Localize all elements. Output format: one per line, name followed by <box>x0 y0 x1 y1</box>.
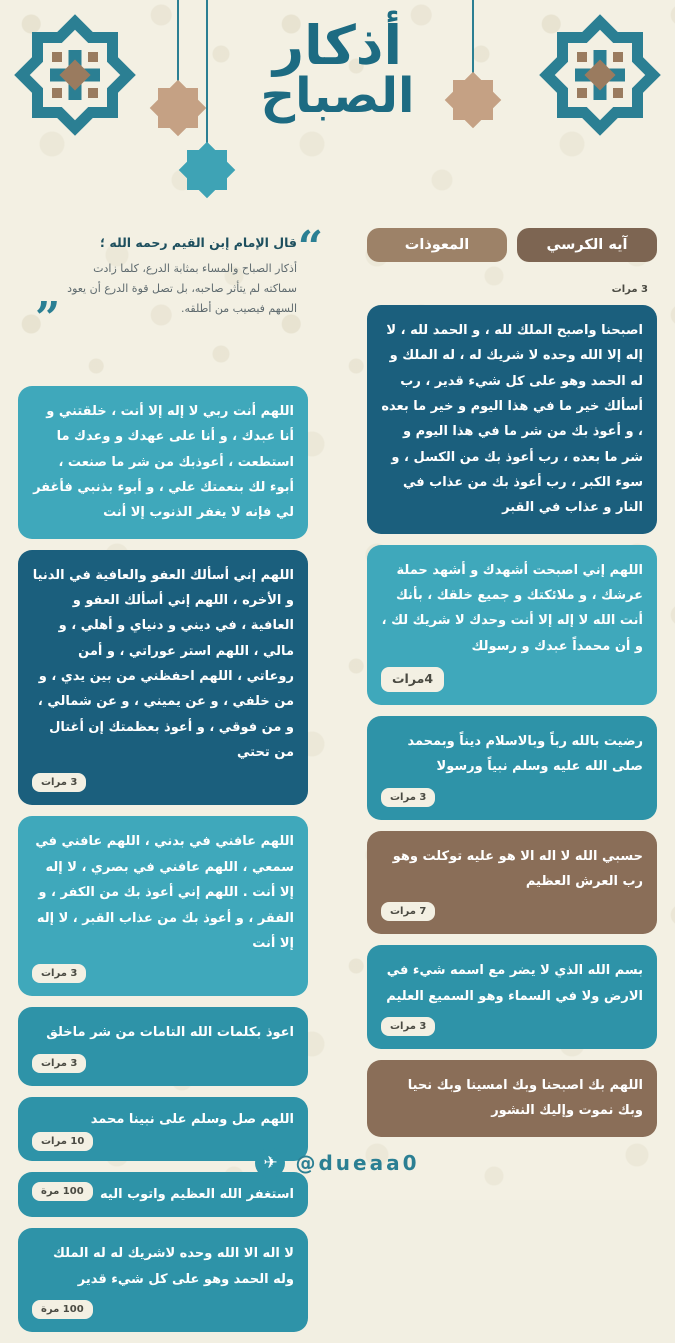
ornament-right <box>557 32 643 118</box>
muawwidhat-count-row <box>367 272 657 299</box>
ornament-left <box>32 32 118 118</box>
hanging-star-3 <box>453 0 493 120</box>
dhikr-card-hasbiyallah <box>367 831 657 935</box>
title-line-2: الصباح <box>260 67 415 124</box>
dhikr-text: اللهم إني أسألك العفو والعافية في الدنيا و الأخره ، اللهم إني أسألك العفو و العافية ، في ديني و دنياي و أهلي ، و مالي ، اللهم استر عوراتي ، و أمن روعاتي ، اللهم احفظني من بين يدي ، و من خلفي ، و عن يميني ، و عن شمالي ، و من فوقي ، و أعوذ بعظمتك إن أغتال من تحتي <box>32 567 294 761</box>
quote-close-icon: ” <box>35 292 61 344</box>
repeat-badge: 3 مرات <box>381 788 435 807</box>
quote-block <box>33 222 323 344</box>
repeat-badge: 3 مرات <box>32 964 86 983</box>
small-star-icon <box>187 150 227 190</box>
dhikr-card-ushhiduk <box>367 545 657 705</box>
dhikr-text: رضيت بالله رباً وبالاسلام ديناً وبمحمد صلى الله عليه وسلم نبياً ورسولا <box>407 733 643 775</box>
hanging-star-2 <box>187 0 227 190</box>
right-column <box>367 272 657 1148</box>
repeat-badge: 3 مرات <box>603 280 657 299</box>
dhikr-card-afini-fi-badani <box>18 816 308 996</box>
dhikr-text: استغفر الله العظيم واتوب اليه <box>100 1186 294 1202</box>
dhikr-text: اللهم إني اصبحت أشهدك و أشهد حملة عرشك ، و ملائكتك و جميع خلقك ، بأنك أنت الله لا إله إلا أنت وحدك لا شريك لك ، و أن محمداً عبدك و رسولك <box>381 562 643 654</box>
pill-ayat-al-kursi[interactable]: آيه الكرسي <box>517 228 657 262</box>
repeat-badge: 10 مرات <box>32 1132 93 1151</box>
dhikr-text: حسبي الله لا اله الا هو عليه توكلت وهو رب العرش العظيم <box>392 848 643 889</box>
repeat-badge: 3 مرات <box>32 773 86 792</box>
dhikr-text: اللهم صل وسلم على نبينا محمد <box>90 1111 294 1127</box>
telegram-handle[interactable]: @dueaa0 <box>295 1151 420 1175</box>
dhikr-card-afw-wal-afiyah <box>18 550 308 806</box>
quote-body: أذكار الصباح والمساء بمثابة الدرع، كلما زادت سماكته لم يتأثر صاحبه، بل تصل قوة الدرع أن يعود السهم فيصيب من أطلقه. <box>67 261 297 316</box>
repeat-badge: 3 مرات <box>32 1054 86 1073</box>
dhikr-card-bismillah <box>367 945 657 1049</box>
repeat-badge: 7 مرات <box>381 902 435 921</box>
category-pills <box>367 228 657 262</box>
dhikr-card-kalimatillah <box>18 1007 308 1085</box>
repeat-badge: 100 مرة <box>32 1300 93 1319</box>
dhikr-text: بسم الله الذي لا يضر مع اسمه شيء في الارض ولا في السماء وهو السميع العليم <box>386 963 643 1004</box>
title-line-1: أذكار <box>273 14 402 77</box>
geometric-star-icon <box>32 32 118 118</box>
dhikr-card-sayyid-al-istighfar <box>18 386 308 539</box>
dhikr-text: اللهم بك اصبحنا وبك امسينا وبك نحيا وبك نموت وإليك النشور <box>407 1077 643 1119</box>
small-star-icon <box>453 80 493 120</box>
left-column <box>18 386 308 1343</box>
dhikr-text: لا اله الا الله وحده لاشريك له له الملك وله الحمد وهو على كل شيء قدير <box>53 1246 294 1287</box>
quote-heading: قال الإمام إبن القيم رحمه الله ؛ <box>100 235 297 250</box>
repeat-badge: 3 مرات <box>381 1017 435 1036</box>
header <box>0 0 675 215</box>
dhikr-text: اللهم عافني في بدني ، اللهم عافني في سمعي ، اللهم عافني في بصري ، لا إله إلا أنت . اللهم إني أعوذ بك من الكفر ، و الفقر ، و أعوذ بك من عذاب القبر ، لا إله إلا أنت <box>35 834 294 951</box>
telegram-icon[interactable]: ✈ <box>255 1148 285 1178</box>
dhikr-card-la-ilaha-illallah-wahdahu <box>18 1228 308 1332</box>
repeat-badge: 4مرات <box>381 667 444 692</box>
quote-open-icon: “ <box>297 222 323 273</box>
pill-muawwidhat[interactable]: المعوذات <box>367 228 507 262</box>
footer <box>0 1148 675 1178</box>
dhikr-card-asbahna <box>367 305 657 534</box>
dhikr-card-astaghfirullah <box>18 1172 308 1217</box>
repeat-badge: 100 مرة <box>32 1182 93 1201</box>
dhikr-card-raditu <box>367 716 657 820</box>
dhikr-card-bika-asbahna <box>367 1060 657 1137</box>
dhikr-text: اللهم أنت ربي لا إله إلا أنت ، خلقتني و أنا عبدك ، و أنا على عهدك و وعدك ما استطعت ، أعوذبك من شر ما صنعت ، أبوء لك بنعمتك علي ، و أبوء بذنبي فأغفر لي فإنه لا يغفر الذنوب إلا أنت <box>33 404 294 521</box>
dhikr-text: اعوذ بكلمات الله التامات من شر ماخلق <box>46 1025 294 1041</box>
geometric-star-icon <box>557 32 643 118</box>
dhikr-text: اصبحنا واصبح الملك لله ، و الحمد لله ، لا إله إلا الله وحده لا شريك له ، له الملك و له الحمد وهو على كل شيء قدير ، رب أسألك خير ما في هذا اليوم و خير ما بعده ، و أعوذ بك من شر ما في هذا اليوم و شر ما بعده ، رب أعوذ بك من الكسل ، و سوء الكبر ، رب أعوذ بك من عذاب في النار و عذاب في القبر <box>381 323 643 516</box>
